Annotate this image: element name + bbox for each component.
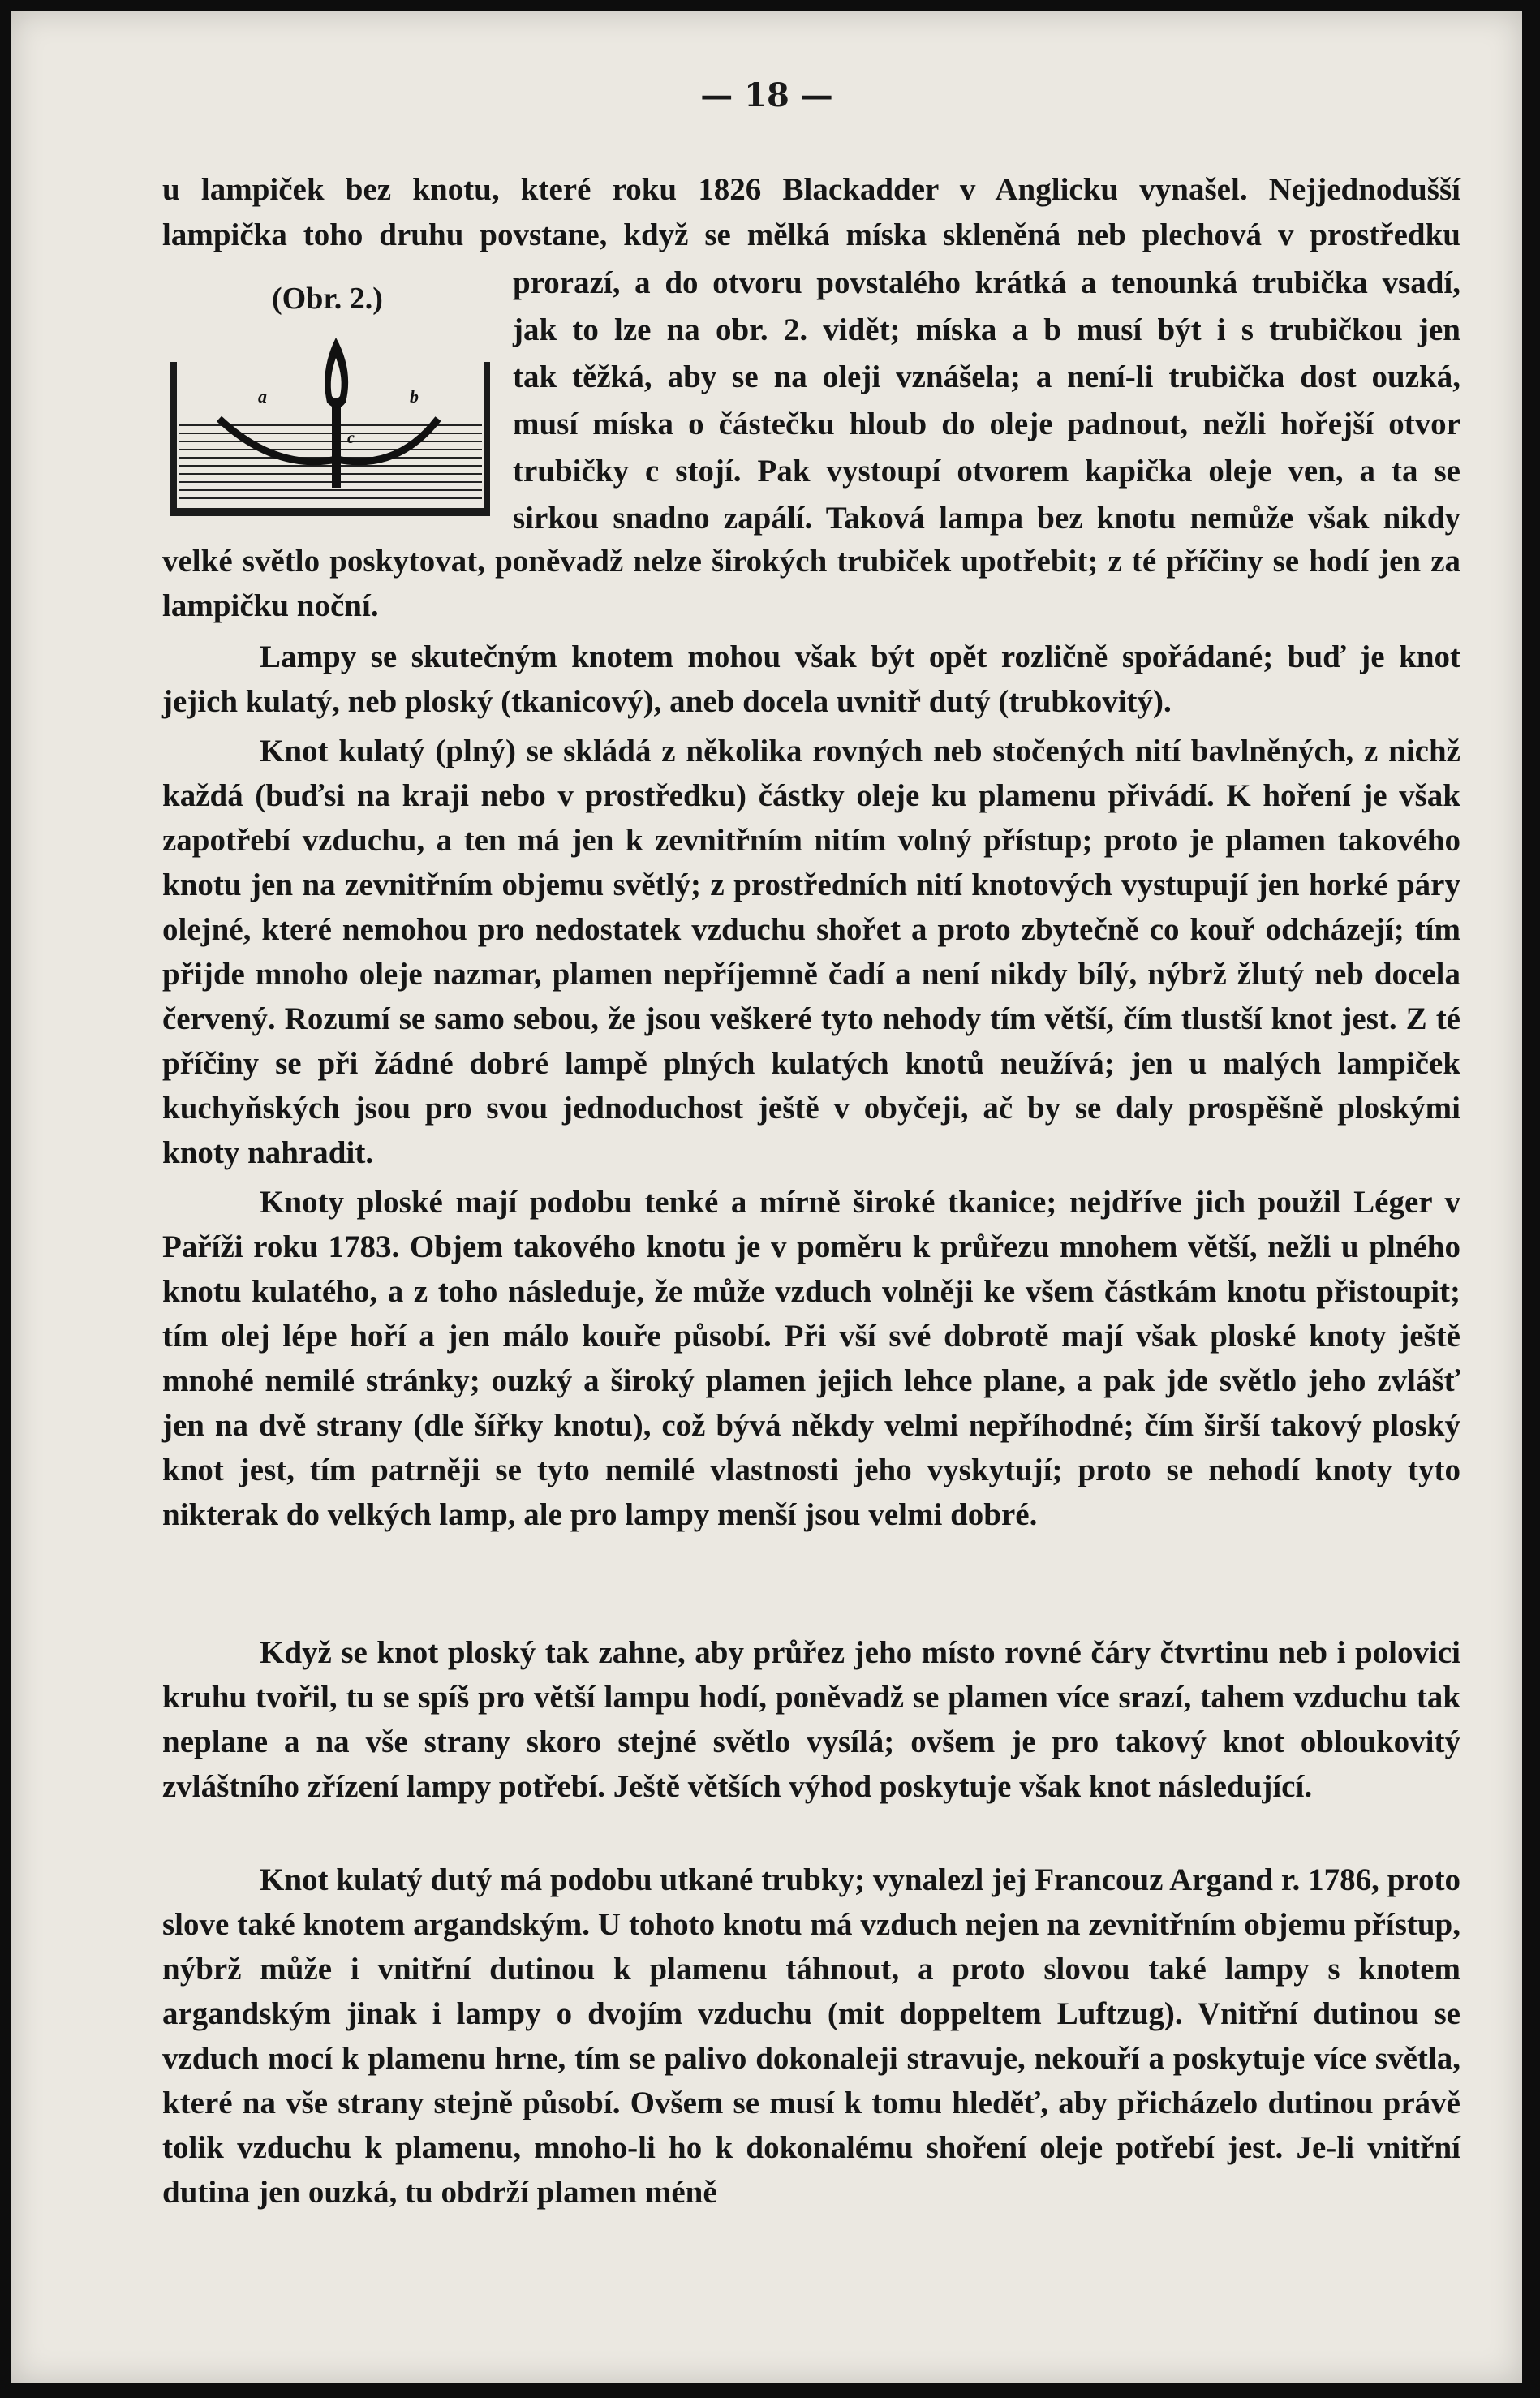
paragraph-round-wick: Knot kulatý (plný) se skládá z několika rovných neb stočených nití bavlněných, z nichž každá (buďsi na kraji nebo v prostředku) částky oleje ku plamenu přivádí. K hoření je však zapotřebí vzduchu, a ten má jen k zevnitřním nitím volný přístup; proto je plamen takového knotu jen na zevnitřním objemu světlý; z prostředních nití knotových vystupují jen horké páry olejné, které nemohou pro nedostatek vzduchu shořet a proto zbytečně co kouř odcházejí; tím přijde mnoho oleje nazmar, plamen nepříjemně čadí a není nikdy bílý, nýbrž žlutý neb docela červený. Rozumí se samo sebou, že jsou veškeré tyto nehody tím větší, čím tlustší knot jest. Z té příčiny se při žádné dobré lampě plných kulatých knotů neužívá; jen u malých lampiček kuchyňských jsou pro svou jednoduchost ještě v obyčeji, ač by se daly prospěšně ploskými knoty nahradit. (162, 734, 1460, 1170)
figure-label-b: b (410, 386, 419, 407)
paragraph-lamp-types: Lampy se skutečným knotem mohou však být opět rozličně spořádané; buď je knot jejich kulatý, neb ploský (tkanicový), aneb docela uvnitř dutý (trubkovitý). (162, 639, 1460, 719)
figure-caption: (Obr. 2.) (272, 282, 383, 316)
figure-side-line-3: tak těžká, aby se na oleji vznášela; a není-li trubička dost ouzká, (513, 359, 1460, 394)
intro-paragraph-end: velké světlo poskytovat, poněvadž nelze širokých trubiček upotřebit; z té příčiny se hodí jen za lampičku noční. (162, 544, 1460, 623)
intro-line-2: lampička toho druhu povstane, když se mělká míska skleněná neb plechová v prostředku (162, 217, 1460, 252)
figure-side-line-2: jak to lze na obr. 2. vidět; míska a b musí být i s trubičkou jen (513, 312, 1460, 347)
book-page (11, 11, 1522, 2383)
figure-side-line-4: musí míska o částečku hloub do oleje padnout, nežli hořejší otvor (513, 407, 1460, 441)
paragraph-flat-wick: Knoty ploské mají podobu tenké a mírně široké tkanice; nejdříve jich použil Léger v Paříži roku 1783. Objem takového knotu je v poměru k průřezu mnohem větší, nežli u plného knotu kulatého, a z toho následuje, že může vzduch volněji ke všem částkám knotu přistoupit; tím olej lépe hoří a jen málo kouře působí. Při vší své dobrotě mají však ploské knoty ještě mnohé nemilé stránky; ouzký a široký plamen jejich lehce plane, a pak jde světlo jeho zvlášť jen na dvě strany (dle šířky knotu), což bývá někdy velmi nepříhodné; čím širší takový ploský knot jest, tím patrněji se tyto nemilé vlastnosti jeho vyskytují; proto se nehodí knoty tyto nikterak do velkých lamp, ale pro lampy menší jsou velmi dobré. (162, 1185, 1460, 1532)
figure-side-line-6: sirkou snadno zapálí. Taková lampa bez knotu nemůže však nikdy (513, 501, 1460, 536)
paragraph-curved-wick: Když se knot ploský tak zahne, aby průřez jeho místo rovné čáry čtvrtinu neb i polovici kruhu tvořil, tu se spíš pro větší lampu hodí, poněvadž se plamen více srazí, tahem vzduchu tak neplane a na vše strany skoro stejné světlo vysílá; ovšem je pro takový knot obloukovitý zvláštního zřízení lampy potřebí. Ještě větších výhod poskytuje však knot následující. (162, 1635, 1460, 1804)
figure-side-line-5: trubičky c stojí. Pak vystoupí otvorem kapička oleje ven, a ta se (513, 454, 1460, 489)
figure-side-line-1: prorazí, a do otvoru povstalého krátká a tenounká trubička vsadí, (513, 265, 1460, 300)
intro-line-1: u lampiček bez knotu, které roku 1826 Blackadder v Anglicku vynašel. Nejjednodušší (162, 172, 1460, 207)
page-number: — 18 — (700, 76, 833, 114)
lamp-diagram-illustration (162, 281, 498, 524)
figure-label-a: a (258, 386, 267, 407)
figure-oil-lamp (162, 281, 498, 524)
figure-label-c: c (347, 429, 355, 447)
paragraph-argand-wick: Knot kulatý dutý má podobu utkané trubky; vynalezl jej Francouz Argand r. 1786, proto slove také knotem argandským. U tohoto knotu má vzduch nejen na zevnitřním objemu přístup, nýbrž může i vnitřní dutinou k plamenu táhnout, a proto slovou také lampy s knotem argandským jinak i lampy o dvojím vzduchu (mit doppeltem Luftzug). Vnitřní dutinou se vzduch mocí k plamenu hrne, tím se palivo dokonaleji stravuje, nekouří a poskytuje více světla, které na vše strany stejně působí. Ovšem se musí k tomu hleděť, aby přicházelo dutinou právě tolik vzduchu k plamenu, mnoho-li ho k dokonalému shoření oleje potřebí jest. Je-li vnitřní dutina jen ouzká, tu obdrží plamen méně (162, 1862, 1460, 2210)
